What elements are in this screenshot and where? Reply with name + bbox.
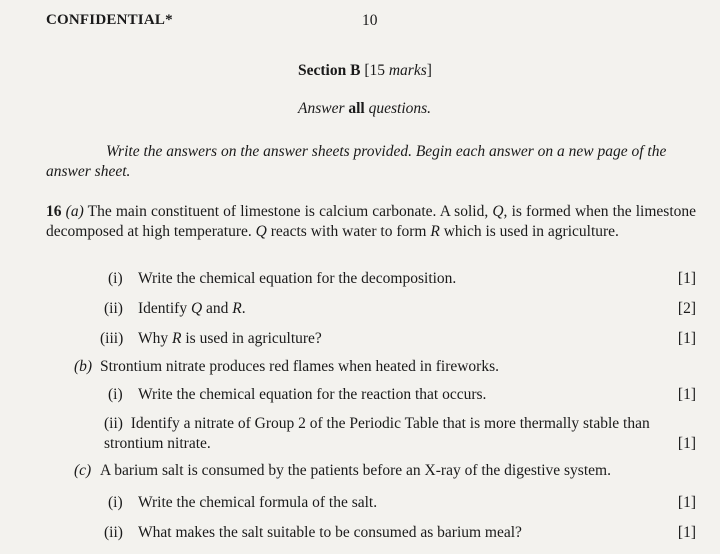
part-text: Identify a nitrate of Group 2 of the Periodic Table that is more thermally stable than strontium nitrate. (104, 415, 650, 452)
part-b-label: (b) (74, 358, 93, 375)
part-r: R (232, 300, 242, 317)
part-number: (ii) (104, 415, 123, 432)
part-marks: [1] (677, 386, 696, 403)
q16b-part-ii (46, 414, 696, 454)
part-number: (i) (108, 270, 123, 287)
q16a-part-iii (46, 330, 696, 350)
q16c-part-i (46, 494, 696, 514)
part-text: Write the chemical formula of the salt. (138, 494, 378, 511)
part-text: What makes the salt suitable to be consumed as barium meal? (138, 524, 522, 541)
part-number: (iii) (100, 330, 124, 347)
part-text-pre: Identify (138, 300, 191, 317)
part-line (46, 414, 696, 454)
part-q: Q (190, 300, 203, 317)
section-marks-word: marks (388, 62, 427, 79)
part-text: A barium salt is consumed by the patients before an X-ray of the digestive system. (100, 462, 611, 479)
part-marks: [1] (677, 330, 696, 347)
part-marks: [1] (677, 270, 696, 287)
part-text-pre: Why (138, 330, 173, 347)
q16a-q2: Q (255, 223, 267, 240)
part-number: (i) (108, 494, 123, 511)
answer-post: questions. (364, 100, 432, 117)
part-text-mid: and (202, 300, 233, 317)
q16a-text-1: The main constituent of limestone is calcium carbonate. A solid, (87, 203, 493, 220)
q16a-text-4: which is used in agriculture. (439, 223, 619, 240)
section-marks-close: ] (426, 62, 432, 79)
q16a-text-2: , is formed when the limestone decomposed at high temperature. (46, 203, 697, 240)
answer-pre: Answer (298, 100, 349, 117)
question-16a-stem (46, 202, 696, 242)
part-number: (ii) (104, 524, 123, 541)
answer-all-instruction (298, 100, 431, 118)
part-marks: [1] (677, 435, 696, 452)
section-marks-open: [15 (364, 62, 389, 79)
part-r: R (172, 330, 182, 347)
part-marks: [2] (677, 300, 696, 317)
q16a-q1: Q (492, 203, 504, 220)
part-marks: [1] (677, 494, 696, 511)
page-number: 10 (362, 12, 378, 29)
part-text: Strontium nitrate produces red flames when heated in fireworks. (100, 358, 500, 375)
question-number: 16 (46, 203, 62, 220)
part-number: (ii) (104, 300, 123, 317)
answer-sheet-instructions: Write the answers on the answer sheets provided. Begin each answer on a new page of the answer sheet. (46, 143, 667, 180)
part-text: Write the chemical equation for the reaction that occurs. (138, 386, 487, 403)
part-c-label: (c) (74, 462, 92, 479)
part-text: Write the chemical equation for the decomposition. (138, 270, 457, 287)
part-text-post: is used in agriculture? (181, 330, 322, 347)
q16a-part-ii (46, 300, 696, 320)
q16b-part-i (46, 386, 696, 406)
q16c-stem (46, 462, 696, 482)
q16c-part-ii (46, 524, 696, 544)
q16b-stem (46, 358, 696, 378)
answer-bold: all (348, 100, 365, 117)
part-text (138, 330, 322, 348)
q16a-text-3: reacts with water to form (266, 223, 431, 240)
part-number: (i) (108, 386, 123, 403)
part-marks: [1] (677, 524, 696, 541)
confidential-header: CONFIDENTIAL* (46, 12, 173, 28)
part-a-label: (a) (65, 203, 84, 220)
q16a-part-i (46, 270, 696, 290)
part-text-post: . (241, 300, 246, 317)
section-name: Section B (298, 62, 361, 79)
q16a-r1: R (430, 223, 440, 240)
part-text (138, 300, 246, 318)
section-title (298, 62, 432, 80)
